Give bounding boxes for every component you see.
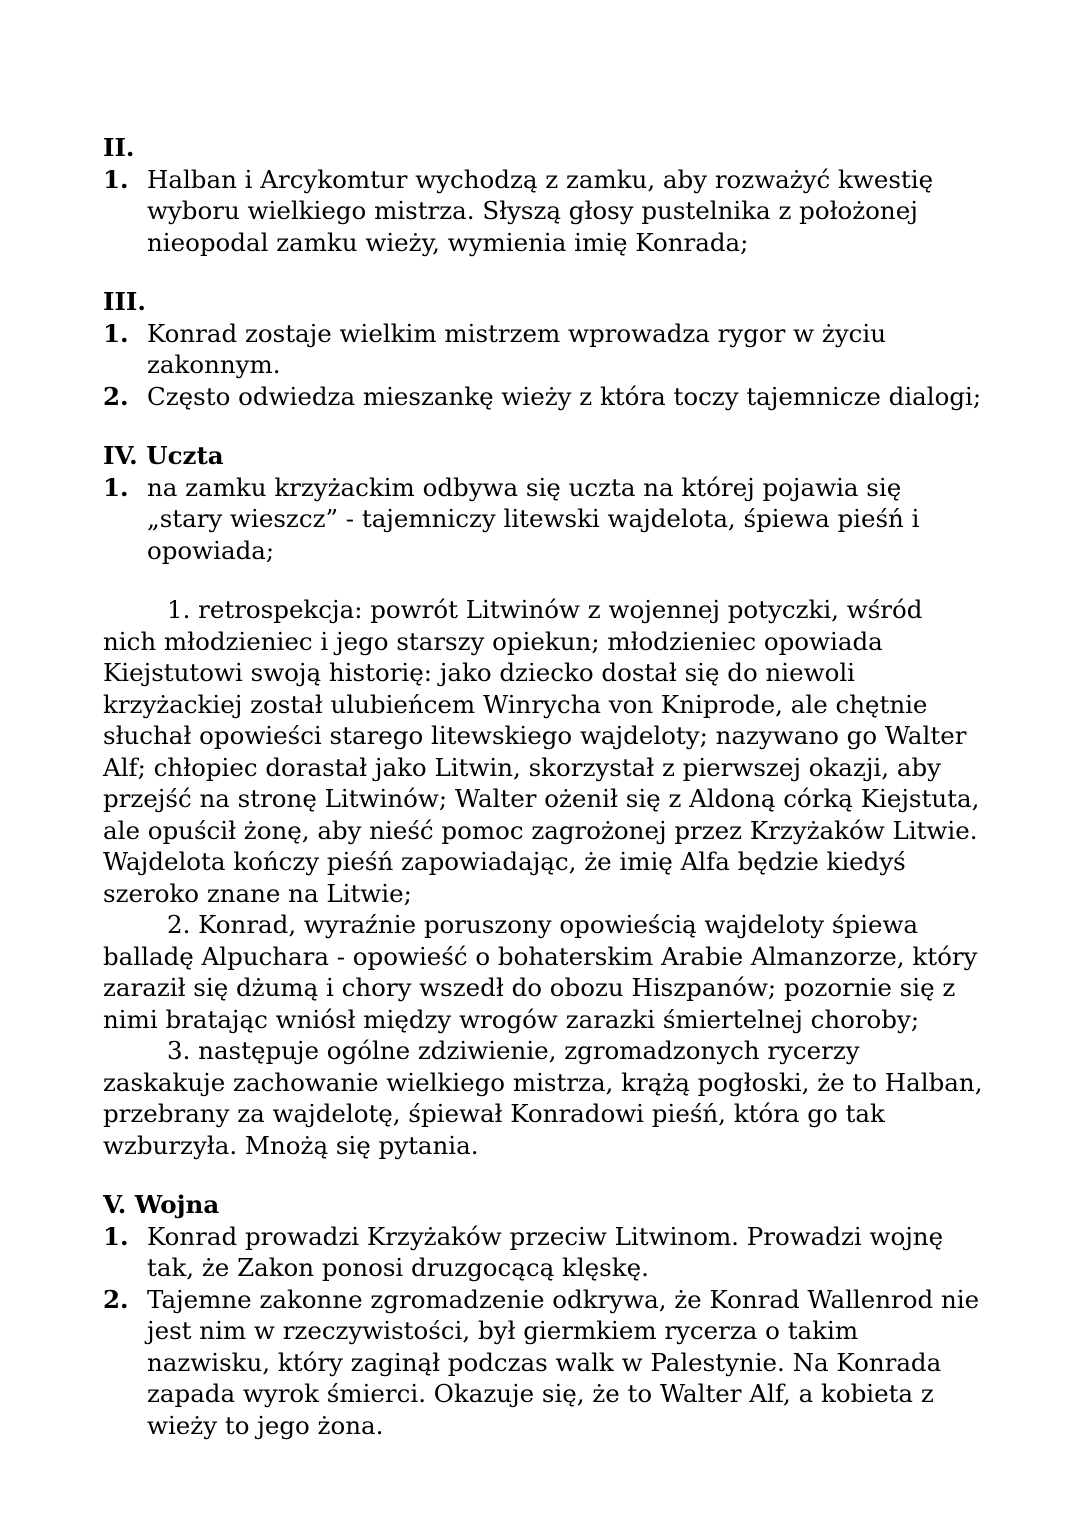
- list-item-number: 2.: [103, 1284, 129, 1314]
- list-item: [103, 318, 983, 381]
- list-item: [103, 1284, 983, 1442]
- list-item: [103, 381, 983, 413]
- list-item: [103, 164, 983, 259]
- list-item-number: 1.: [103, 472, 129, 502]
- list-item-number: 1.: [103, 318, 129, 348]
- paragraph-ballad: 2. Konrad, wyraźnie poruszony opowieścią wajdeloty śpiewa balladę Alpuchara - opowieść o bohaterskim Arabie Almanzorze, który zaraził się dżumą i chory wszedł do obozu Hiszpanów; pozornie się z nimi bratając wniósł między wrogów zarazki śmiertelnej choroby;: [103, 910, 978, 1034]
- list-item-text: Halban i Arcykomtur wychodzą z zamku, aby rozważyć kwestię wyboru wielkiego mistrza. Słyszą głosy pustelnika z położonej nieopodal zamku wieży, wymienia imię Konrada;: [147, 164, 934, 257]
- document-page: [103, 132, 983, 1441]
- section-heading: III.: [103, 287, 146, 316]
- list-item: [103, 472, 983, 567]
- list-item-number: 1.: [103, 164, 129, 194]
- paragraph-retrospection: 1. retrospekcja: powrót Litwinów z wojennej potyczki, wśród nich młodzieniec i jego starszy opiekun; młodzieniec opowiada Kiejstutowi swoją historię: jako dziecko dostał się do niewoli krzyżackiej został ulubieńcem Winrycha von Kniprode, ale chętnie słuchał opowieści starego litewskiego wajdeloty; nazywano go Walter Alf; chłopiec dorastał jako Litwin, skorzystał z pierwszej okazji, aby przejść na stronę Litwinów; Walter ożenił się z Aldoną córką Kiejstuta, ale opuścił żonę, aby nieść pomoc zagrożonej przez Krzyżaków Litwie.: [103, 595, 980, 845]
- list-item-text: Często odwiedza mieszankę wieży z która toczy tajemnicze dialogi;: [147, 381, 982, 411]
- section-heading: II.: [103, 133, 135, 162]
- section-heading: IV. Uczta: [103, 441, 224, 470]
- list-item-text: na zamku krzyżackim odbywa się uczta na której pojawia się „stary wieszcz” - tajemniczy litewski wajdelota, śpiewa pieśń i opowiada;: [147, 472, 920, 565]
- list-item-text: Tajemne zakonne zgromadzenie odkrywa, że Konrad Wallenrod nie jest nim w rzeczywistości, był giermkiem rycerza o takim nazwisku, który zaginął podczas walk w Palestynie. Na Konrada zapada wyrok śmierci. Okazuje się, że to Walter Alf, a kobieta z wieży to jego żona.: [147, 1284, 980, 1440]
- section-iv: [103, 440, 983, 1161]
- list-item-number: 1.: [103, 1221, 129, 1251]
- list-item-text: Konrad prowadzi Krzyżaków przeciw Litwinom. Prowadzi wojnę tak, że Zakon ponosi druzgocącą klęskę.: [147, 1221, 944, 1282]
- list-item: [103, 1221, 983, 1284]
- section-heading: V. Wojna: [103, 1190, 220, 1219]
- section-iii: [103, 286, 983, 412]
- paragraph-astonishment: 3. następuje ogólne zdziwienie, zgromadzonych rycerzy zaskakuje zachowanie wielkiego mistrza, krążą pogłoski, że to Halban, przebrany za wajdelotę, śpiewał Konradowi pieśń, która go tak wzburzyła. Mnożą się pytania.: [103, 1036, 983, 1160]
- section-ii: [103, 132, 983, 258]
- list-item-number: 2.: [103, 381, 129, 411]
- paragraph-song-ending: Wajdelota kończy pieśń zapowiadając, że imię Alfa będzie kiedyś szeroko znane na Litwie;: [103, 847, 906, 908]
- section-v: [103, 1189, 983, 1441]
- list-item-text: Konrad zostaje wielkim mistrzem wprowadza rygor w życiu zakonnym.: [147, 318, 887, 379]
